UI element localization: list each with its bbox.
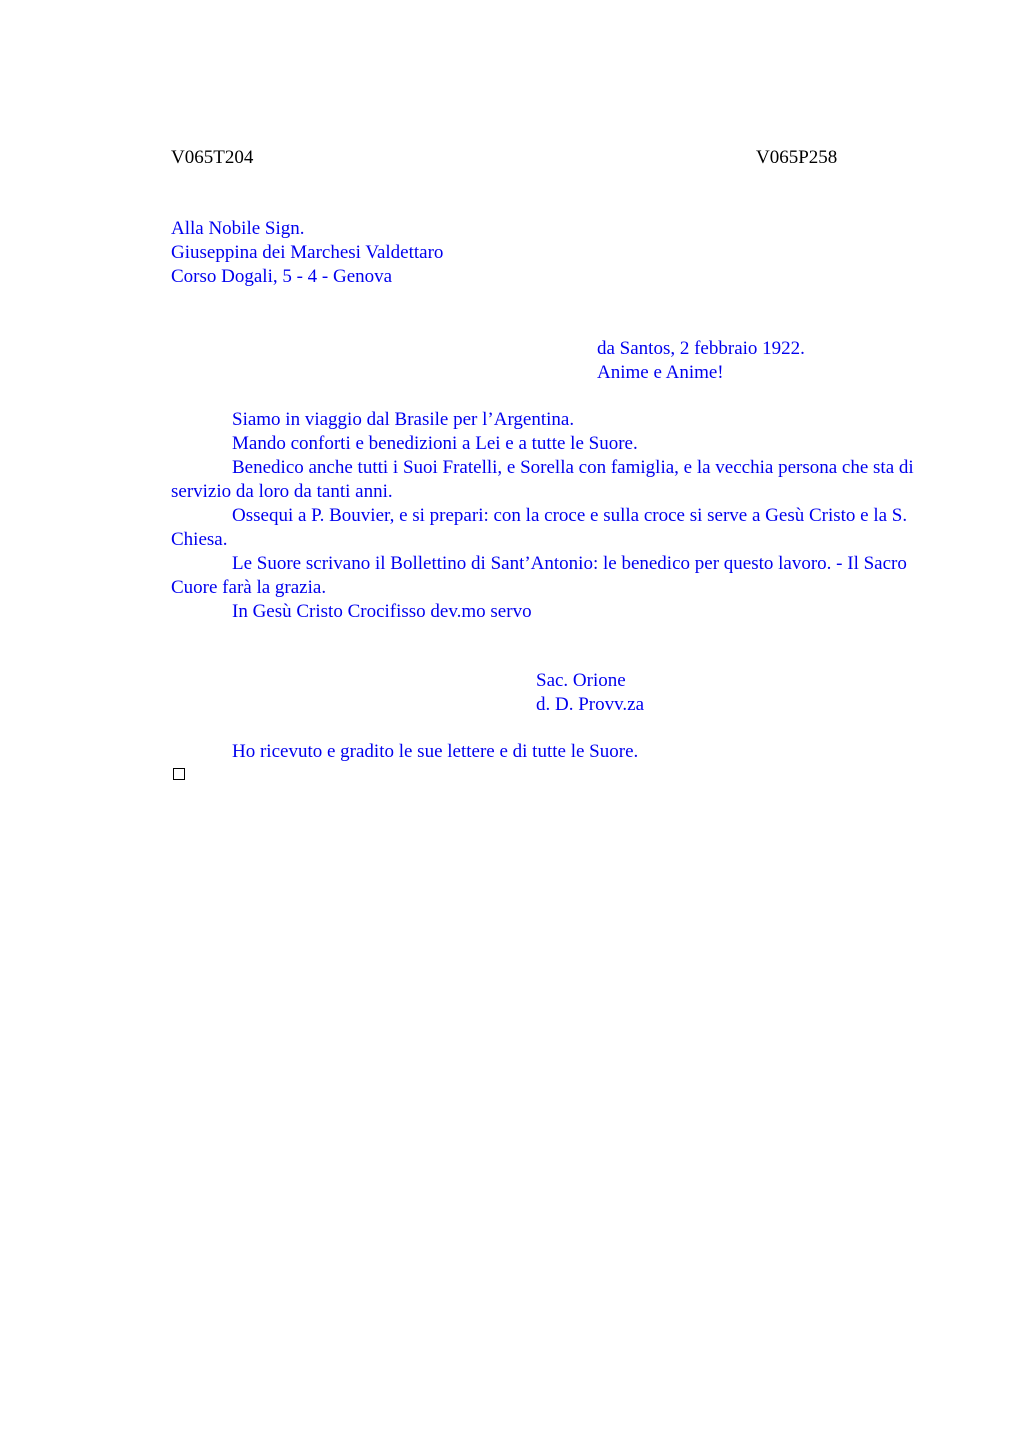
signature-block — [536, 669, 644, 717]
address-line-2: Giuseppina dei Marchesi Valdettaro — [171, 242, 444, 263]
recipient-address — [171, 217, 443, 289]
motto: Anime e Anime! — [597, 362, 724, 383]
signature-title: d. D. Provv.za — [536, 694, 644, 715]
place-date: da Santos, 2 febbraio 1922. — [597, 338, 805, 359]
address-line-1: Alla Nobile Sign. — [171, 218, 305, 239]
document-code-right: V065P258 — [756, 147, 838, 168]
body-paragraph-2: Mando conforti e benedizioni a Lei e a tutte le Suore. — [232, 433, 638, 454]
postscript: Ho ricevuto e gradito le sue lettere e di tutte le Suore. — [232, 741, 639, 762]
body-paragraph-1: Siamo in viaggio dal Brasile per l’Argentina. — [232, 409, 575, 430]
letter-body — [171, 408, 941, 624]
body-paragraph-6: In Gesù Cristo Crocifisso dev.mo servo — [232, 601, 532, 622]
signature-name: Sac. Orione — [536, 670, 626, 691]
body-paragraph-5: Le Suore scrivano il Bollettino di Sant’Antonio: le benedico per questo lavoro. - Il Sacro Cuore farà la grazia. — [171, 553, 907, 598]
dateline — [597, 337, 805, 385]
body-paragraph-3: Benedico anche tutti i Suoi Fratelli, e Sorella con famiglia, e la vecchia persona che sta di servizio da loro da tanti anni. — [171, 457, 914, 502]
empty-box-icon — [173, 768, 185, 780]
body-paragraph-4: Ossequi a P. Bouvier, e si prepari: con la croce e sulla croce si serve a Gesù Cristo e la S. Chiesa. — [171, 505, 908, 550]
document-code-left: V065T204 — [171, 147, 254, 168]
address-line-3: Corso Dogali, 5 - 4 - Genova — [171, 266, 393, 287]
